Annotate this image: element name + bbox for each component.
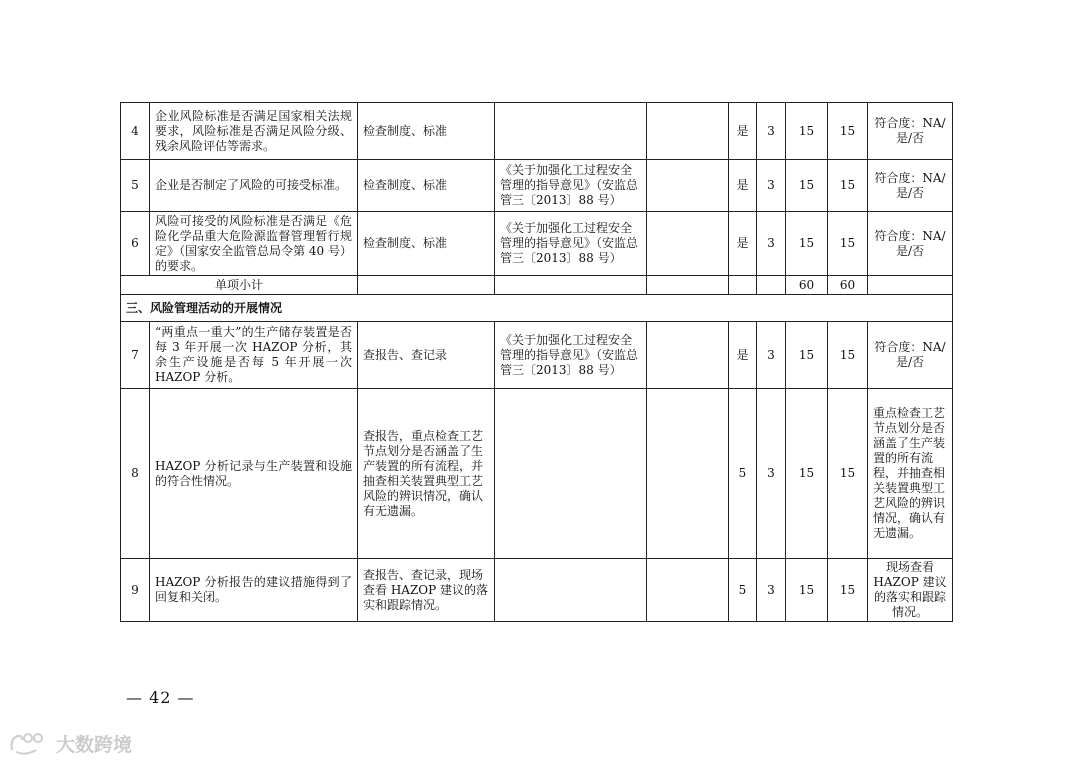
subtotal-actual: 60 xyxy=(828,276,868,295)
subtotal-row xyxy=(121,276,953,295)
check-method: 查报告，重点检查工艺节点划分是否涵盖了生产装置的所有流程，并抽查相关装置典型工艺风险的辨识情况，确认有无遗漏。 xyxy=(358,389,495,559)
check-method: 查报告、查记录，现场查看 HAZOP 建议的落实和跟踪情况。 xyxy=(358,559,495,622)
basis: 《关于加强化工过程安全管理的指导意见》（安监总管三〔2013〕88 号） xyxy=(495,160,647,212)
result: 是 xyxy=(729,322,757,389)
row-number: 8 xyxy=(121,389,150,559)
row-number: 7 xyxy=(121,322,150,389)
section-title: 三、风险管理活动的开展情况 xyxy=(121,295,953,322)
basis: 《关于加强化工过程安全管理的指导意见》（安监总管三〔2013〕88 号） xyxy=(495,212,647,276)
basis xyxy=(495,559,647,622)
check-method: 检查制度、标准 xyxy=(358,160,495,212)
blank-cell xyxy=(647,103,729,160)
table-row xyxy=(121,160,953,212)
actual-score: 15 xyxy=(828,103,868,160)
weight: 3 xyxy=(757,103,786,160)
check-item: 企业是否制定了风险的可接受标准。 xyxy=(150,160,358,212)
table-row xyxy=(121,103,953,160)
check-method: 检查制度、标准 xyxy=(358,103,495,160)
result: 5 xyxy=(729,559,757,622)
blank-cell xyxy=(647,160,729,212)
table-row xyxy=(121,322,953,389)
score: 15 xyxy=(786,559,828,622)
row-number: 9 xyxy=(121,559,150,622)
note: 符合度：NA/是/否 xyxy=(868,212,953,276)
row-number: 6 xyxy=(121,212,150,276)
blank-cell xyxy=(647,559,729,622)
score: 15 xyxy=(786,160,828,212)
logo-icon xyxy=(8,730,52,756)
result: 是 xyxy=(729,103,757,160)
table-row xyxy=(121,389,953,559)
row-number: 5 xyxy=(121,160,150,212)
watermark-text: 大数跨境 xyxy=(56,733,133,756)
subtotal-label: 单项小计 xyxy=(121,276,358,295)
actual-score: 15 xyxy=(828,322,868,389)
result: 是 xyxy=(729,212,757,276)
actual-score: 15 xyxy=(828,389,868,559)
score: 15 xyxy=(786,389,828,559)
actual-score: 15 xyxy=(828,160,868,212)
assessment-table xyxy=(120,102,953,622)
subtotal-score: 60 xyxy=(786,276,828,295)
blank-cell xyxy=(647,389,729,559)
actual-score: 15 xyxy=(828,559,868,622)
weight: 3 xyxy=(757,322,786,389)
result: 5 xyxy=(729,389,757,559)
blank-cell xyxy=(647,212,729,276)
weight: 3 xyxy=(757,389,786,559)
check-item: 风险可接受的风险标准是否满足《危险化学品重大危险源监督管理暂行规定》（国家安全监管总局令第 40 号）的要求。 xyxy=(150,212,358,276)
weight: 3 xyxy=(757,160,786,212)
note: 符合度：NA/是/否 xyxy=(868,322,953,389)
result: 是 xyxy=(729,160,757,212)
weight: 3 xyxy=(757,212,786,276)
note: 现场查看 HAZOP 建议的落实和跟踪情况。 xyxy=(868,559,953,622)
table-row xyxy=(121,212,953,276)
table-row xyxy=(121,559,953,622)
page-number: — 42 — xyxy=(126,688,195,707)
watermark xyxy=(8,728,132,758)
check-item: “两重点一重大”的生产储存装置是否每 3 年开展一次 HAZOP 分析，其余生产设施是否每 5 年开展一次 HAZOP 分析。 xyxy=(150,322,358,389)
basis: 《关于加强化工过程安全管理的指导意见》（安监总管三〔2013〕88 号） xyxy=(495,322,647,389)
check-item: HAZOP 分析记录与生产装置和设施的符合性情况。 xyxy=(150,389,358,559)
row-number: 4 xyxy=(121,103,150,160)
section-row xyxy=(121,295,953,322)
score: 15 xyxy=(786,103,828,160)
check-item: 企业风险标准是否满足国家相关法规要求，风险标准是否满足风险分级、残余风险评估等需求。 xyxy=(150,103,358,160)
basis xyxy=(495,389,647,559)
note: 重点检查工艺节点划分是否涵盖了生产装置的所有流程，并抽查相关装置典型工艺风险的辨识情况，确认有无遗漏。 xyxy=(868,389,953,559)
score: 15 xyxy=(786,322,828,389)
weight: 3 xyxy=(757,559,786,622)
score: 15 xyxy=(786,212,828,276)
check-method: 查报告、查记录 xyxy=(358,322,495,389)
actual-score: 15 xyxy=(828,212,868,276)
blank-cell xyxy=(647,322,729,389)
note: 符合度：NA/是/否 xyxy=(868,103,953,160)
basis xyxy=(495,103,647,160)
check-method: 检查制度、标准 xyxy=(358,212,495,276)
check-item: HAZOP 分析报告的建议措施得到了回复和关闭。 xyxy=(150,559,358,622)
note: 符合度：NA/是/否 xyxy=(868,160,953,212)
